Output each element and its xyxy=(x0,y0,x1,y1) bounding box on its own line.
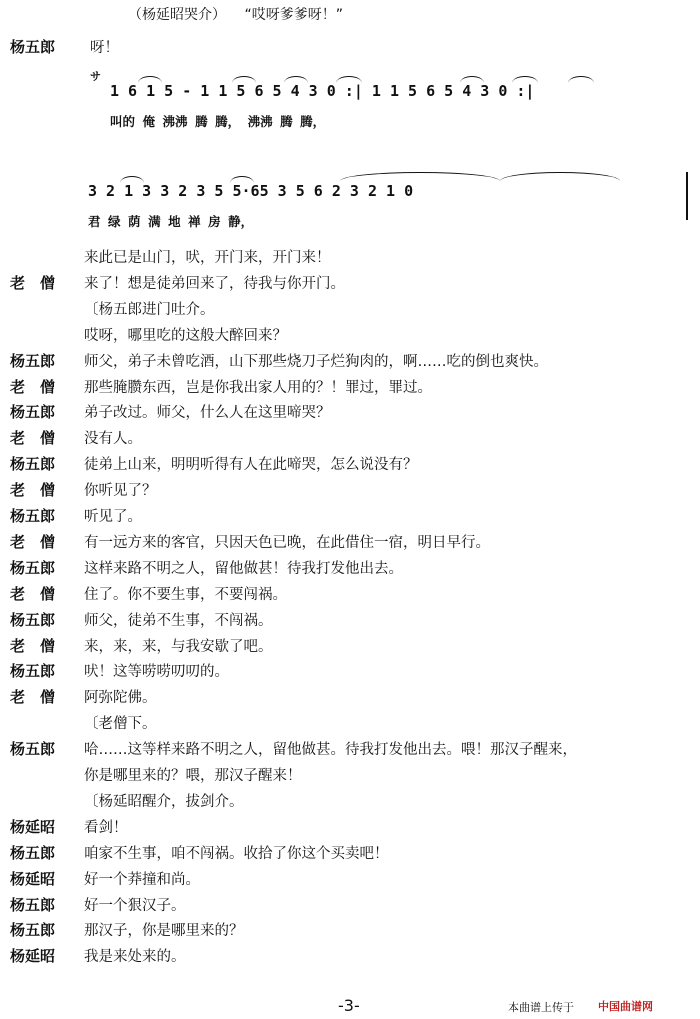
speaker-name: 杨五郎 xyxy=(10,662,56,680)
music-score-row-2 xyxy=(80,168,680,228)
lyrics-row-1: 叫的 俺 沸沸 腾 腾， 沸沸 腾 腾， xyxy=(110,114,326,129)
stage-direction xyxy=(128,4,343,24)
speaker-name: 杨五郎 xyxy=(10,507,56,525)
dialogue-text: 这样来路不明之人，留他做甚！待我打发他出去。 xyxy=(84,561,403,577)
dialogue-text: 没有人。 xyxy=(84,431,142,447)
site-logo-text: 中国曲谱网 xyxy=(598,1000,653,1013)
dialogue-text: 弟子改过。师父，什么人在这里啼哭？ xyxy=(84,405,331,421)
stage-direction-line: 你是哪里来的？喂，那汉子醒来！ xyxy=(84,768,302,784)
speaker-name: 老 僧 xyxy=(10,429,56,447)
margin-mark xyxy=(686,172,688,220)
speaker-name: 老 僧 xyxy=(10,481,56,499)
stage-direction-line: 哎呀，哪里吃的这般大醉回来？ xyxy=(84,328,287,344)
dialogue-text: 那汉子，你是哪里来的？ xyxy=(84,923,244,939)
dialogue-text: 来，来，来，与我安歇了吧。 xyxy=(84,639,273,655)
speaker-name: 杨五郎 xyxy=(10,844,56,862)
dialogue-text: 住了。你不要生事，不要闯祸。 xyxy=(84,587,287,603)
speaker-name: 杨五郎 xyxy=(10,921,56,939)
dialogue-text: 师父，弟子未曾吃酒，山下那些烧刀子烂狗肉的，啊……吃的倒也爽快。 xyxy=(84,354,548,370)
dialogue-text: 来了！想是徒弟回来了，待我与你开门。 xyxy=(84,276,345,292)
dialogue-text: 师父，徒弟不生事，不闯祸。 xyxy=(84,613,273,629)
stage-direction-line: 〔杨五郎进门吐介。 xyxy=(84,302,215,318)
stage-direction-line: 〔老僧下。 xyxy=(84,716,157,732)
speaker-name: 杨五郎 xyxy=(10,559,56,577)
dialogue-text: 好一个莽撞和尚。 xyxy=(84,872,200,888)
dialogue-text: 哈……这等样来路不明之人，留他做甚。待我打发他出去。喂！那汉子醒来， xyxy=(84,742,577,758)
dialogue-text: 听见了。 xyxy=(84,509,142,525)
speaker-name: 老 僧 xyxy=(10,637,56,655)
speaker-name: 杨五郎 xyxy=(10,403,56,421)
slur xyxy=(568,76,594,83)
speaker-name: 杨五郎 xyxy=(10,611,56,629)
upload-credit: 本曲谱上传于 xyxy=(508,1001,574,1014)
dialogue-text: 呀！ xyxy=(90,40,119,56)
dialogue-text: 阿弥陀佛。 xyxy=(84,690,157,706)
speaker-name: 杨延昭 xyxy=(10,947,56,965)
stage-direction-text: （杨延昭哭介） xyxy=(128,7,226,23)
notes-row-2: 3 2 1 3 3 2 3 5 5·65 3 5 6 2 3 2 1 0 xyxy=(88,182,414,200)
dialogue-text: 那些腌臜东西，岂是你我出家人用的？！罪过，罪过。 xyxy=(84,380,432,396)
music-score-row-1 xyxy=(80,68,680,128)
dialogue-text: 看剑！ xyxy=(84,820,128,836)
quote-text: “哎呀爹爹呀！” xyxy=(244,7,343,23)
dialogue-text: 好一个狠汉子。 xyxy=(84,898,186,914)
speaker-name: 老 僧 xyxy=(10,688,56,706)
dialogue-text: 你听见了？ xyxy=(84,483,157,499)
speaker-name: 杨延昭 xyxy=(10,870,56,888)
speaker-name: 杨五郎 xyxy=(10,38,56,56)
page-number: -3- xyxy=(338,996,360,1015)
speaker-name: 杨五郎 xyxy=(10,740,56,758)
site-logo xyxy=(598,998,653,1014)
slur xyxy=(340,172,500,181)
free-tempo-mark: サ xyxy=(90,70,101,83)
speaker-name: 杨五郎 xyxy=(10,352,56,370)
dialogue-text: 我是来处来的。 xyxy=(84,949,186,965)
speaker-name: 杨五郎 xyxy=(10,896,56,914)
dialogue-text: 有一远方来的客官，只因天色已晚，在此借住一宿，明日早行。 xyxy=(84,535,490,551)
dialogue-text: 吠！这等唠唠叨叨的。 xyxy=(84,664,229,680)
dialogue-text: 徒弟上山来，明明听得有人在此啼哭，怎么说没有？ xyxy=(84,457,418,473)
speaker-name: 老 僧 xyxy=(10,274,56,292)
speaker-name: 老 僧 xyxy=(10,378,56,396)
speaker-name: 杨延昭 xyxy=(10,818,56,836)
stage-direction-line: 来此已是山门，吠，开门来，开门来！ xyxy=(84,250,331,266)
speaker-name: 老 僧 xyxy=(10,585,56,603)
stage-direction-line: 〔杨延昭醒介，拔剑介。 xyxy=(84,794,244,810)
notes-row-1: 1 6 1 5 - 1 1 5 6 5 4 3 0 :| 1 1 5 6 5 4 3 0 :| xyxy=(110,82,535,100)
speaker-name: 杨五郎 xyxy=(10,455,56,473)
lyrics-row-2: 君 绿 荫 满 地 禅 房 静， xyxy=(88,214,254,229)
slur xyxy=(500,172,620,181)
speaker-name: 老 僧 xyxy=(10,533,56,551)
dialogue-text: 咱家不生事，咱不闯祸。收拾了你这个买卖吧！ xyxy=(84,846,389,862)
